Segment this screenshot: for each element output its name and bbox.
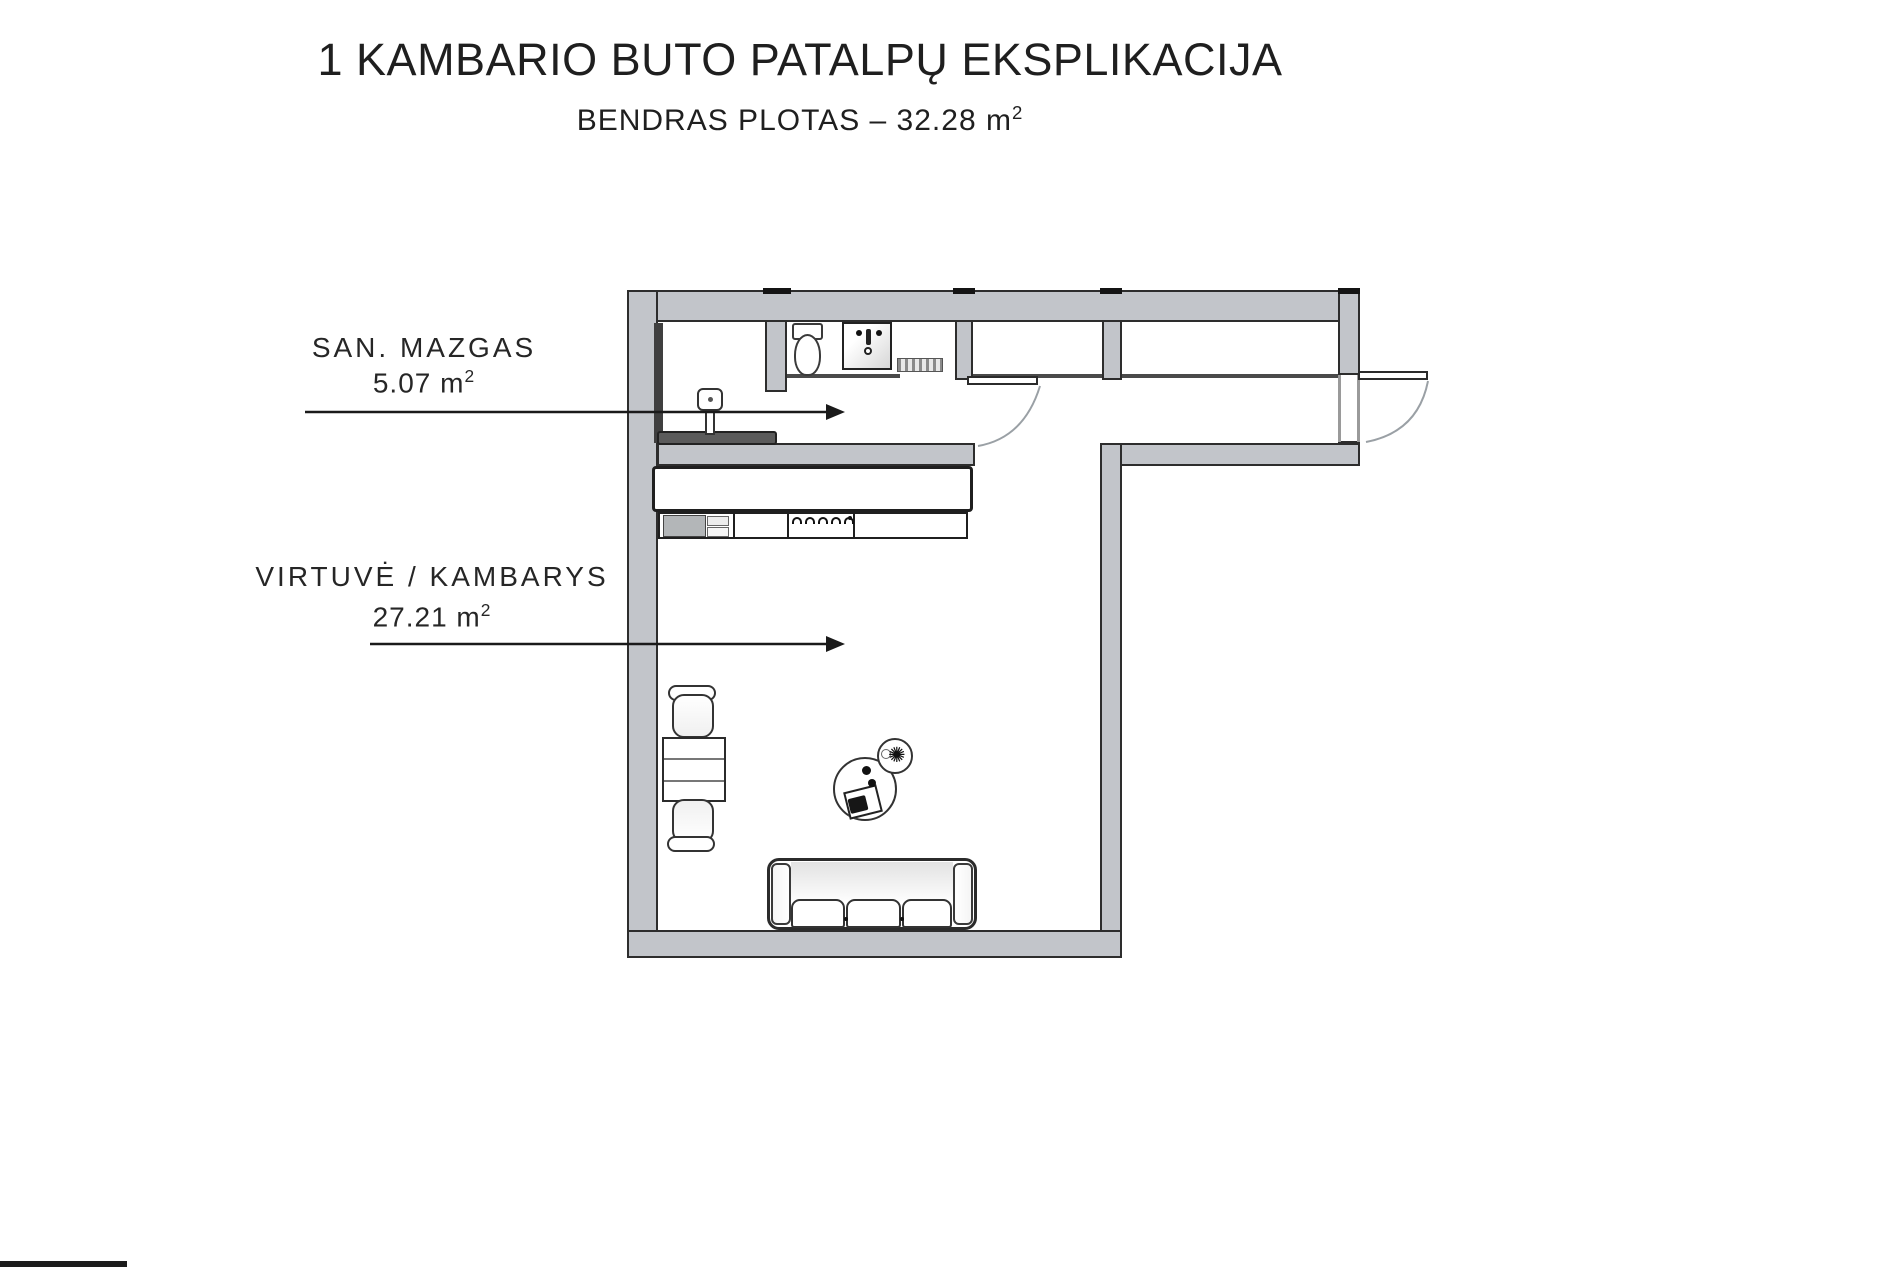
- closet-front-2: [1122, 374, 1338, 378]
- sink-drain: [864, 347, 872, 355]
- room-door-arc: [978, 386, 1040, 446]
- subtitle-text: BENDRAS PLOTAS – 32.28 m: [576, 104, 1012, 137]
- drawer-bottom: [707, 527, 729, 537]
- wall-room-east: [1100, 443, 1122, 958]
- table-fold-line: [664, 758, 724, 760]
- mainroom-label: [232, 561, 632, 593]
- mainroom-label-name: VIRTUVĖ / KAMBARYS: [255, 561, 609, 592]
- sofa-cushion-dot: [844, 917, 848, 921]
- sink-faucet: [866, 329, 871, 345]
- table-fold-line: [664, 780, 724, 782]
- bottom-edge-artifact: [0, 1261, 127, 1267]
- shower-mixer-stem: [705, 409, 715, 435]
- cabinet-divider: [787, 513, 789, 538]
- wall-hall-south-right: [1103, 443, 1360, 466]
- dining-table: [662, 737, 726, 802]
- toilet-bowl: [794, 334, 821, 376]
- plant-large-dot: [868, 779, 876, 787]
- wall-stub-hinge: [955, 320, 973, 380]
- plant-small-leaves-icon: ✺: [888, 744, 906, 767]
- burner-icon: [805, 517, 815, 524]
- bathroom-area-sup: 2: [464, 366, 476, 386]
- mainroom-area-sup: 2: [480, 600, 492, 620]
- sofa-cushion: [902, 899, 952, 928]
- mainroom-area-value: 27.21 m: [372, 601, 481, 633]
- wall-hall-south-left: [657, 443, 975, 466]
- sofa-cushion-dot: [900, 917, 904, 921]
- burner-icon: [792, 517, 802, 524]
- bathtub-ledge: [657, 431, 777, 445]
- room-door-leaf: [967, 376, 1038, 385]
- wall-east-upper: [1338, 290, 1360, 375]
- cabinet-divider: [733, 513, 735, 538]
- stove-knob-dot: [848, 516, 852, 520]
- entry-door-jamb: [1338, 375, 1341, 442]
- drawer-top: [707, 516, 729, 526]
- sofa-cushion: [846, 899, 901, 928]
- page-subtitle: [0, 102, 1600, 138]
- sink-handle-left: [856, 330, 862, 336]
- bathroom-label-name: SAN. MAZGAS: [311, 332, 537, 363]
- dining-chair-top-seat: [672, 694, 714, 738]
- mainroom-area: [232, 600, 632, 633]
- wall-junction-tick: [953, 288, 975, 294]
- shower-wall-strip: [654, 323, 663, 443]
- shower-mixer-dot: [708, 397, 713, 402]
- wall-stub-closet: [1102, 320, 1122, 380]
- bathroom-area: [274, 366, 574, 399]
- entry-door-jamb: [1357, 375, 1360, 442]
- burner-icon: [818, 517, 828, 524]
- burner-icon: [831, 517, 841, 524]
- bathroom-arrowhead: [826, 404, 845, 420]
- sofa-armrest-left: [771, 863, 791, 925]
- dining-chair-bottom-back: [667, 836, 715, 852]
- wall-stub-bath-divider: [765, 320, 787, 392]
- washer-shelf: [897, 358, 943, 372]
- sofa-backrest: [791, 862, 953, 901]
- sofa-cushion: [791, 899, 845, 928]
- plant-large-dot: [862, 766, 871, 775]
- bathroom-label: [274, 332, 574, 364]
- sink-handle-right: [876, 330, 882, 336]
- page-title: 1 KAMBARIO BUTO PATALPŲ EKSPLIKACIJA: [317, 34, 1283, 85]
- wall-north: [627, 290, 1360, 322]
- stove-burners: [792, 517, 854, 524]
- wall-junction-tick: [1100, 288, 1122, 294]
- entry-door-leaf: [1358, 371, 1428, 380]
- subtitle-sup: 2: [1011, 102, 1024, 123]
- mainroom-arrowhead: [826, 636, 845, 652]
- wall-south: [627, 930, 1122, 958]
- entry-door-arc: [1366, 381, 1428, 442]
- bathroom-area-value: 5.07 m: [372, 367, 465, 399]
- wall-junction-tick: [1338, 288, 1360, 294]
- sofa-armrest-right: [953, 863, 973, 925]
- fridge: [663, 515, 706, 537]
- wall-junction-tick: [763, 288, 791, 294]
- kitchen-counter: [652, 466, 973, 512]
